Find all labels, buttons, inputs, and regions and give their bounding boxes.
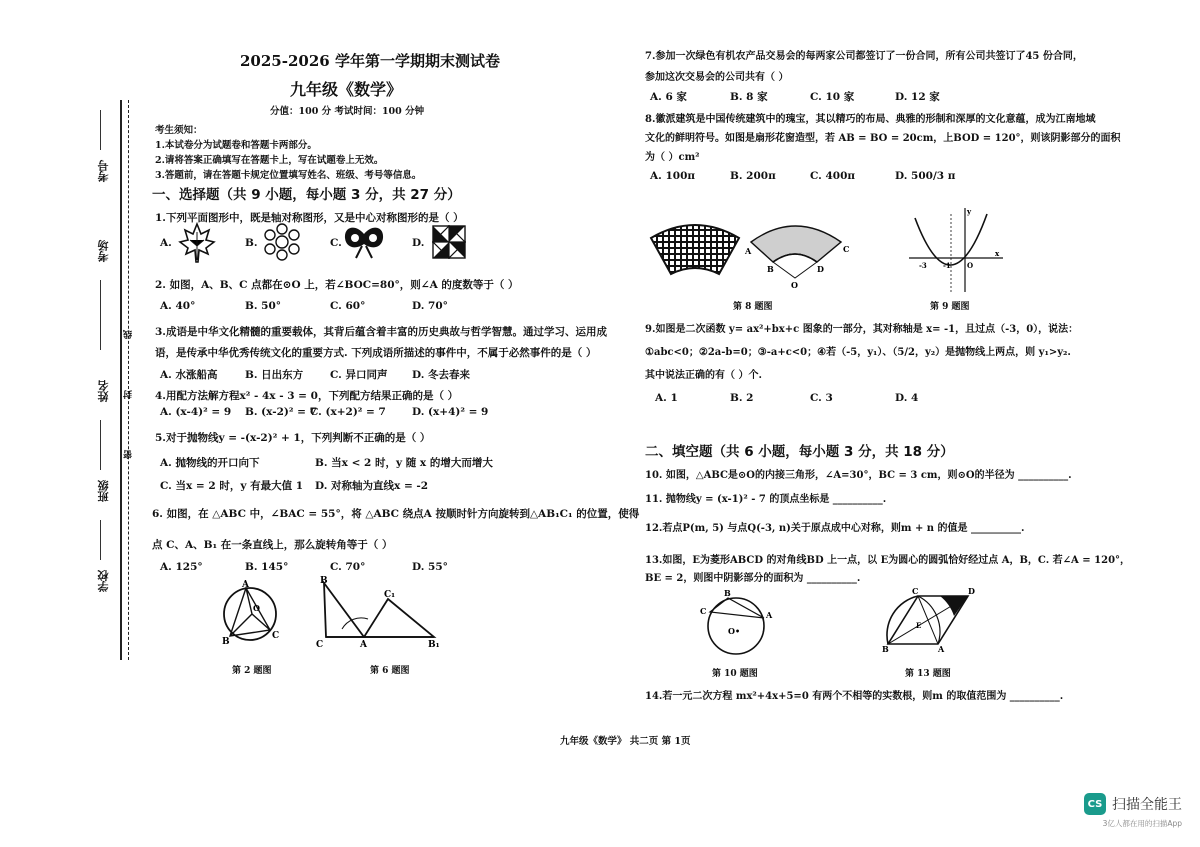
svg-text:C₁: C₁	[384, 590, 396, 600]
q3-line1: 3.成语是中华文化精髓的重要载体，其背后蕴含着丰富的历史典故与哲学智慧。通过学习、运用成	[155, 326, 607, 338]
q2-option-b: B. 50°	[245, 300, 282, 312]
q10-stem: 10. 如图，△ABC是⊙O的内接三角形，∠A=30°，BC = 3 cm，则⊙O的半径为 __________.	[645, 470, 1072, 481]
q1-option-a: A.	[160, 237, 172, 249]
q11-stem: 11. 抛物线y = (x-1)² - 7 的顶点坐标是 __________.	[645, 494, 887, 505]
q6-line1: 6. 如图，在 △ABC 中，∠BAC = 55°，将 △ABC 绕点A 按顺时针方向旋转到△AB₁C₁ 的位置，使得	[152, 508, 640, 520]
page-footer: 九年级《数学》 共二页 第 1页	[560, 736, 691, 747]
q1-option-c: C.	[330, 237, 342, 249]
svg-text:O: O	[791, 280, 798, 290]
q6-option-d: D. 55°	[412, 561, 448, 573]
q6-option-c: C. 70°	[330, 561, 366, 573]
q5-option-d: D. 对称轴为直线x = -2	[315, 480, 429, 492]
binding-field-kaohao: 考号	[97, 160, 110, 182]
scanner-tagline: 3亿人都在用的扫描App	[1102, 819, 1182, 828]
fill-line	[100, 520, 101, 560]
q7-option-c: C. 10 家	[810, 91, 855, 103]
q9-line3: 其中说法正确的有（ ）个.	[645, 370, 762, 381]
q4-stem: 4.用配方法解方程x² - 4x - 3 = 0，下列配方结果正确的是（ ）	[155, 390, 459, 402]
q3-option-b: B. 日出东方	[245, 369, 304, 381]
q9-line2: ①abc<0；②2a-b=0；③-a+c<0；④若（-5，y₁）、（5/2，y₂）是抛物线上两点，则 y₁>y₂.	[645, 347, 1071, 358]
svg-text:B: B	[882, 644, 889, 654]
binding-strip	[80, 100, 140, 660]
q7-option-d: D. 12 家	[895, 91, 940, 103]
q2-circle-figure	[218, 578, 282, 648]
q5-option-a: A. 抛物线的开口向下	[160, 457, 260, 469]
q13-line1: 13.如图，E为菱形ABCD 的对角线BD 上一点，以 E为圆心的圆弧恰好经过点 A，B，C. 若∠A = 120°，	[645, 555, 1131, 566]
exam-meta: 分值：100 分 考试时间：100 分钟	[270, 106, 425, 117]
binding-field-banji: 班级	[97, 480, 110, 502]
q3-option-c: C. 异口同声	[330, 369, 388, 381]
svg-text:D: D	[817, 264, 824, 274]
q7-line1: 7.参加一次绿色有机农产品交易会的每两家公司都签订了一份合同，所有公司共签订了45 份合同，	[645, 51, 1083, 62]
svg-text:O•: O•	[728, 626, 741, 636]
binding-line-solid	[120, 100, 122, 660]
binding-field-xingming: 姓名	[97, 380, 110, 402]
q6-option-b: B. 145°	[245, 561, 289, 573]
q8-line2: 文化的鲜明符号。如图是扇形花窗造型，若 AB = BO = 20cm，上BOD = 120°，则该阴影部分的面积	[645, 133, 1121, 144]
section-title-choice: 一、选择题（共 9 小题，每小题 3 分，共 27 分）	[152, 187, 461, 203]
fig-caption-q6: 第 6 题图	[370, 666, 410, 676]
notes-item: 3.答题前，请在答题卡规定位置填写姓名、班级、考号等信息。	[155, 170, 422, 181]
svg-text:-1: -1	[943, 261, 951, 270]
svg-text:C: C	[700, 606, 707, 616]
q4-option-c: C. (x+2)² = 7	[310, 406, 386, 418]
svg-text:O: O	[253, 603, 260, 613]
fill-line	[100, 420, 101, 470]
q1-stem: 1.下列平面图形中，既是轴对称图形，又是中心对称图形的是（ ）	[155, 212, 464, 224]
svg-text:A: A	[360, 640, 367, 650]
svg-text:B: B	[222, 637, 230, 647]
q3-option-a: A. 水涨船高	[160, 369, 218, 381]
scanner-app-name: 扫描全能王	[1112, 797, 1182, 813]
svg-text:x: x	[995, 249, 1000, 258]
q6-line2: 点 C、A、B₁ 在一条直线上，那么旋转角等于（ ）	[152, 539, 393, 551]
q8-line3: 为（ ）cm²	[645, 152, 700, 163]
svg-text:B: B	[724, 588, 731, 598]
q3-line2: 语，是传承中华优秀传统文化的重要方式. 下列成语所描述的事件中，不属于必然事件的是（ ）	[155, 347, 597, 359]
q7-option-b: B. 8 家	[730, 91, 768, 103]
fig-caption-q9: 第 9 题图	[930, 302, 970, 312]
q9-parabola-figure	[905, 204, 1005, 294]
q12-stem: 12.若点P(m, 5) 与点Q(-3, n)关于原点成中心对称，则m + n 的值是 __________.	[645, 523, 1025, 534]
q8-fan-window-figure	[645, 218, 865, 290]
q7-option-a: A. 6 家	[650, 91, 687, 103]
binding-line	[128, 100, 130, 660]
q8-line1: 8.徽派建筑是中国传统建筑中的瑰宝，其以精巧的布局、典雅的形制和深厚的文化意蕴，成为江南地域	[645, 114, 1096, 125]
svg-text:E: E	[916, 621, 922, 630]
q4-option-d: D. (x+4)² = 9	[412, 406, 489, 418]
fill-line	[100, 110, 101, 150]
binding-field-xuexiao: 学校	[97, 570, 110, 592]
scanner-watermark	[1084, 793, 1182, 829]
notes-item: 1.本试卷分为试题卷和答题卡两部分。	[155, 140, 317, 151]
q5-stem: 5.对于抛物线y = -(x-2)² + 1，下列判断不正确的是（ ）	[155, 432, 431, 444]
q1-option-d: D.	[412, 237, 425, 249]
q5-option-c: C. 当x = 2 时，y 有最大值 1	[160, 480, 304, 492]
q1-option-b: B.	[245, 237, 258, 249]
exam-title: 2025-2026 学年第一学期期末测试卷	[240, 52, 500, 70]
fill-line	[100, 280, 101, 350]
svg-text:C: C	[316, 640, 324, 650]
q2-stem: 2. 如图，A、B、C 点都在⊙O 上，若∠BOC=80°，则∠A 的度数等于（ ）	[155, 279, 519, 291]
binding-mark-mi: 密	[124, 450, 134, 459]
svg-text:A: A	[745, 246, 752, 256]
q8-option-d: D. 500/3 π	[895, 170, 956, 182]
cs-logo-icon: CS	[1084, 793, 1106, 815]
q8-option-b: B. 200π	[730, 170, 776, 182]
binding-mark-xian: 线	[124, 330, 134, 339]
svg-text:A: A	[938, 644, 945, 654]
fig-caption-q8: 第 8 题图	[733, 302, 773, 312]
q5-option-b: B. 当x < 2 时，y 随 x 的增大而增大	[315, 457, 493, 469]
q14-stem: 14.若一元二次方程 mx²+4x+5=0 有两个不相等的实数根，则m 的取值范围为 __________.	[645, 691, 1064, 702]
q2-option-c: C. 60°	[330, 300, 366, 312]
q4-option-b: B. (x-2)² = 7	[245, 406, 317, 418]
q2-option-a: A. 40°	[160, 300, 196, 312]
svg-text:-3: -3	[919, 261, 927, 270]
q9-line1: 9.如图是二次函数 y= ax²+bx+c 图象的一部分，其对称轴是 x= -1，且过点（-3，0），说法：	[645, 324, 1079, 335]
q9-option-b: B. 2	[730, 392, 754, 404]
svg-text:D: D	[968, 586, 975, 596]
q8-option-c: C. 400π	[810, 170, 856, 182]
fig-caption-q2: 第 2 题图	[232, 666, 272, 676]
fig-caption-q10: 第 10 题图	[712, 669, 758, 679]
q2-option-d: D. 70°	[412, 300, 448, 312]
svg-text:y: y	[967, 207, 972, 216]
notes-heading: 考生须知：	[155, 125, 203, 136]
svg-text:B: B	[320, 576, 328, 586]
exam-subtitle: 九年级《数学》	[290, 80, 403, 99]
q4-option-a: A. (x-4)² = 9	[160, 406, 232, 418]
q7-line2: 参加这次交易会的公司共有（ ）	[645, 72, 789, 83]
q9-option-a: A. 1	[655, 392, 678, 404]
binding-mark-feng: 封	[124, 390, 134, 399]
svg-text:B: B	[767, 264, 774, 274]
q3-option-d: D. 冬去春来	[412, 369, 471, 381]
svg-text:B₁: B₁	[428, 640, 440, 650]
butterfly-figure	[342, 224, 386, 264]
q6-triangle-figure	[312, 575, 442, 651]
q13-line2: BE = 2，则图中阴影部分的面积为 __________.	[645, 573, 861, 584]
svg-text:A: A	[242, 580, 249, 590]
snowflake-figure	[262, 222, 302, 266]
svg-text:C: C	[272, 631, 280, 641]
binding-field-kaochang: 考场	[97, 240, 110, 262]
maple-leaf-figure	[178, 222, 216, 268]
q10-circle-figure	[698, 588, 778, 660]
pinwheel-figure	[432, 225, 466, 263]
svg-text:O: O	[967, 261, 974, 270]
fig-caption-q13: 第 13 题图	[905, 669, 951, 679]
q9-option-c: C. 3	[810, 392, 833, 404]
svg-text:C: C	[912, 586, 919, 596]
q6-option-a: A. 125°	[160, 561, 203, 573]
q8-option-a: A. 100π	[650, 170, 696, 182]
section-title-fill: 二、填空题（共 6 小题，每小题 3 分，共 18 分）	[645, 444, 954, 460]
q9-option-d: D. 4	[895, 392, 919, 404]
svg-text:A: A	[766, 610, 773, 620]
svg-text:C: C	[843, 244, 850, 254]
notes-item: 2.请将答案正确填写在答题卡上，写在试题卷上无效。	[155, 155, 384, 166]
q13-rhombus-figure	[880, 586, 980, 654]
